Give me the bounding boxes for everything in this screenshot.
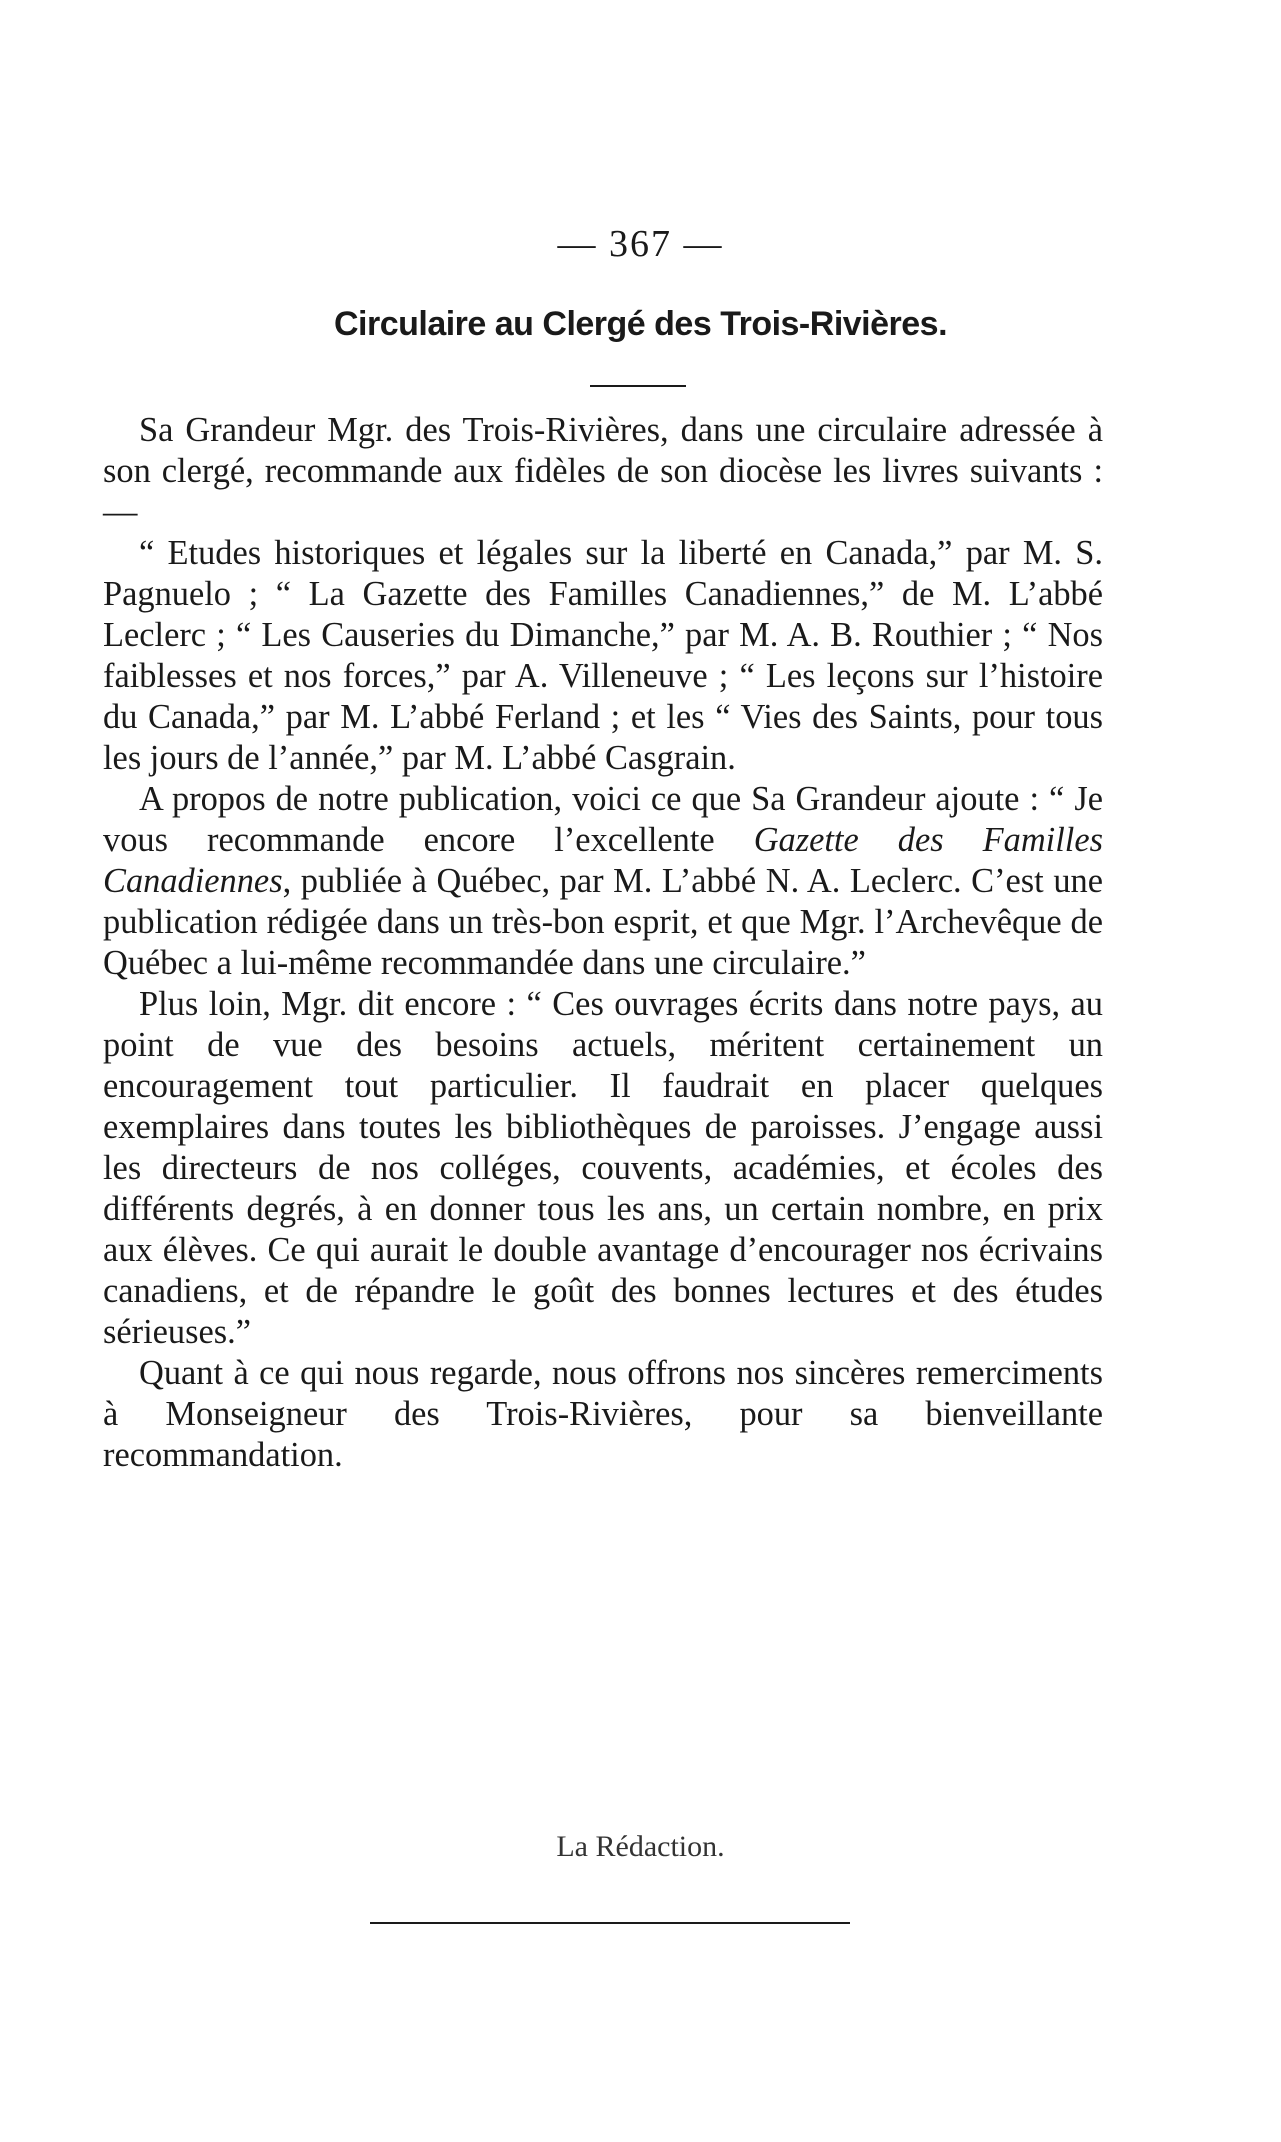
paragraph-3-title: Gazette des Familles Canadiennes — [103, 821, 1103, 900]
heading-rule — [590, 385, 686, 387]
paragraph-3-text-b: , publiée à Québec, par M. L’abbé N. A. Leclerc. C’est une publication rédigée dans un très-bon esprit, et que Mgr. l’Archevêque de Québec a lui-même recommandée dans une circulaire.” — [103, 862, 1103, 982]
closing-rule — [370, 1922, 850, 1924]
page-number: — 367 — — [557, 223, 724, 265]
paragraph-5: Quant à ce qui nous regarde, nous offrons nos sincères remerciments à Monseigneur des Trois-Rivières, pour sa bienveillante recommandation. — [103, 1354, 1103, 1474]
paragraph-3 — [103, 779, 1103, 984]
paragraph-3-text-a: A propos de notre publication, voici ce que Sa Grandeur ajoute : “ Je vous recommande encore l’excellente — [103, 780, 1103, 859]
page-heading: Circulaire au Clergé des Trois-Rivières. — [333, 305, 948, 343]
article-body — [103, 410, 1103, 1476]
paragraph-1: Sa Grandeur Mgr. des Trois-Rivières, dans une circulaire adressée à son clergé, recommande aux fidèles de son diocèse les livres suivants :— — [103, 411, 1103, 531]
paragraph-2: “ Etudes historiques et légales sur la liberté en Canada,” par M. S. Pagnuelo ; “ La Gazette des Familles Canadiennes,” de M. L’abbé Leclerc ; “ Les Causeries du Dimanche,” par M. A. B. Routhier ; “ Nos faiblesses et nos forces,” par A. Villeneuve ; “ Les leçons sur l’histoire du Canada,” par M. L’abbé Ferland ; et les “ Vies des Saints, pour tous les jours de l’année,” par M. L’abbé Casgrain. — [103, 534, 1103, 777]
signature-line: La Rédaction. — [556, 1830, 725, 1863]
paragraph-4: Plus loin, Mgr. dit encore : “ Ces ouvrages écrits dans notre pays, au point de vue des besoins actuels, méritent certainement un encouragement tout particulier. Il faudrait en placer quelques exemplaires dans toutes les bibliothèques de paroisses. J’engage aussi les directeurs de nos colléges, couvents, académies, et écoles des différents degrés, à en donner tous les ans, un certain nombre, en prix aux élèves. Ce qui aurait le double avantage d’encourager nos écrivains canadiens, et de répandre le goût des bonnes lectures et des études sérieuses.” — [103, 985, 1103, 1351]
